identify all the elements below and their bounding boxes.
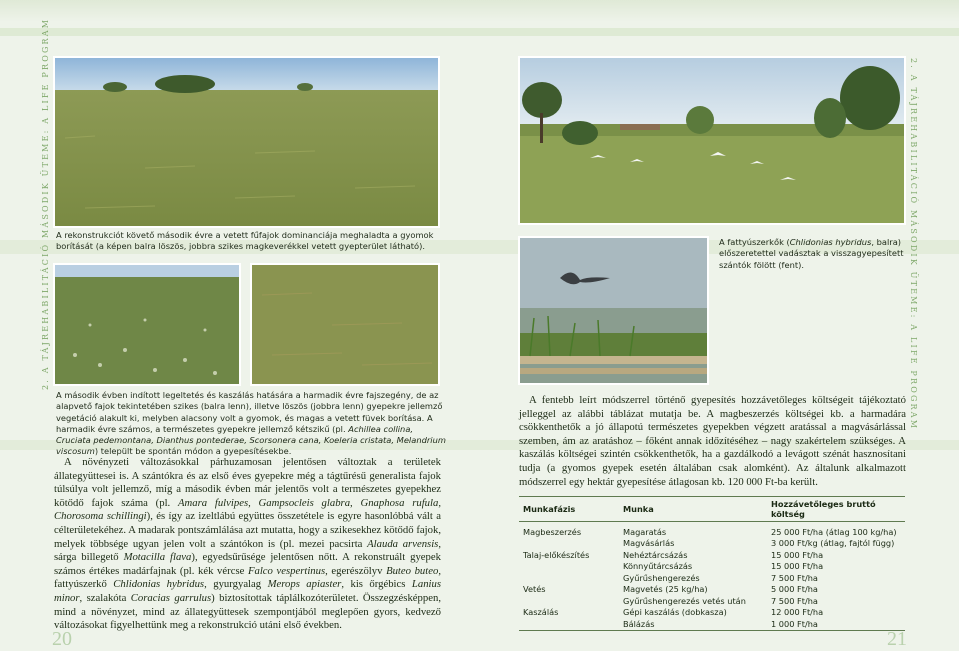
caption-grassland: A rekonstrukciót követő második évre a vetett fűfajok dominanciája meghaladta a gyomok borítását (a képen balra löszös, jobbra szikes magkeverékkel vetett gyepterület látható). [56, 230, 434, 252]
tern-closeup-image [520, 238, 707, 383]
photo-terns-over-field [518, 56, 906, 225]
left-species-1: Amara fulvipes, Gampsocleis glabra, Gnaphosa rufula, Chorosoma schillingi [54, 496, 441, 523]
table-cell-work: Gyűrűshengerezés [623, 572, 700, 583]
table-header-work: Munka [619, 497, 767, 522]
table-row [519, 522, 905, 538]
table-cell-phase: Kaszálás [523, 607, 559, 618]
species-lanius: Lanius minor [54, 578, 442, 604]
photo-wide-grassland [53, 56, 440, 228]
table-cell-cost: 15 000 Ft/ha [771, 549, 824, 560]
cost-table [519, 497, 905, 631]
caption-vegetation [56, 390, 446, 458]
left-text-3: , sárga billegető [54, 537, 442, 564]
species-falco: Falco vespertinus [247, 564, 326, 577]
running-head-right: 2. A TÁJREHABILITÁCIÓ MÁSODIK ÜTEME: A LIFE PROGRAM [909, 58, 918, 431]
table-row [519, 595, 905, 607]
left-text-4: ), egyedsűrűsége jelentősen nőtt. A rekonstruált gyepek számos értékes madárfajnak (pl. kék vércse [54, 551, 441, 577]
table-row [519, 607, 905, 619]
table-cell-phase [519, 618, 619, 630]
table-header-row [519, 497, 905, 522]
left-text-7: , gyurgyalag [204, 578, 262, 591]
photo-saline-grassland [53, 263, 241, 386]
caption-terns-text-start: A fattyúszerkők ( [719, 237, 790, 247]
photo-tern-closeup [518, 236, 709, 385]
table-cell-phase: Magbeszerzés [523, 526, 582, 537]
caption-terns [719, 237, 905, 271]
left-text-9: , szalakóta [79, 591, 127, 604]
caption-vegetation-text-start: A második évben indított legeltetés és kaszálás hatására a harmadik évre fajszegény, de az alapvető fajok tekintetében szikes (balra lenn), illetve löszös (jobbra lenn) gyepekre jellemző vegetáció alakult ki, melyben alacsony volt a gyomok, és magas a vetett füvek borítása. A harmadik évre számos, a természetes gyepekre jellemző kétszikű (pl. [56, 390, 443, 434]
table-cell-phase: Vetés [523, 584, 546, 595]
species-coracias: Coracias garrulus [130, 591, 212, 604]
terns-field-image [520, 58, 904, 223]
table-cell-work: Magvetés (25 kg/ha) [623, 584, 708, 595]
table-cell-phase [519, 595, 619, 607]
page-number-left: 20 [52, 628, 72, 650]
right-body-paragraph: A fentebb leírt módszerrel történő gyepesítés hozzávetőleges költségeit tájékoztató jelleggel az alábbi táblázat mutatja be. A magbeszerzés költségei kb. a harmadára csökkenthetők a jó állapotú természetes gyepekben végzett aratással a magvásárlással szemben, ám az aratáshoz – főként annak időzítéséhez – nagy szakértelem szükséges. A kaszálás költségei szintén csökkenthetők, ha a gazdálkodó a levágott szénát hasznosítani tudja (a gyomos gyepek esetén általában csak alomként). Az általunk alkalmazott módszerrel egy hektár gyepesítése átlagosan kb. 120 000 Ft-ba került. [519, 394, 906, 488]
running-head-left: 2. A TÁJREHABILITÁCIÓ MÁSODIK ÜTEME: A LIFE PROGRAM [41, 17, 50, 390]
table-cell-phase: Talaj-előkészítés [523, 549, 590, 560]
left-text-2: ), és így az izeltlábú együttes összetétele is egyre hasonlóbbá vált a célterületekéhez. A madarak pontszámlálása azt mutatta, hogy a szikesekhez kötődő fajok, melyek többsége ugyan jelen volt a szántókon is (pl. mezei pacsirta [54, 510, 441, 550]
table-cell-cost: 15 000 Ft/ha [771, 561, 824, 572]
table-cell-work: Gyűrűshengerezés vetés után [623, 595, 746, 606]
table-cell-phase [519, 538, 619, 550]
species-merops: Merops apiaster [267, 578, 342, 591]
table-row [519, 538, 905, 550]
table-header-phase: Munkafázis [519, 497, 619, 522]
table-cell-work: Magaratás [623, 526, 667, 537]
page-number-right: 21 [887, 628, 907, 650]
table-row [519, 561, 905, 573]
table-row [519, 549, 905, 561]
caption-vegetation-text-end: ) települt be spontán módon a gyepesítésekbe. [94, 446, 292, 457]
saline-photo-image [55, 265, 239, 384]
caption-vegetation-species: Achillea collina, Cruciata pedemontana, Dianthus pontederae, Scorsonera cana, Koeleria cristata, Melandrium viscosum [56, 423, 446, 457]
loess-photo-image [252, 265, 438, 384]
right-body-text [519, 394, 906, 489]
table-cell-cost: 5 000 Ft/ha [771, 584, 818, 595]
grassland-photo-image [55, 58, 438, 226]
table-body [519, 522, 905, 631]
table-cell-cost: 25 000 Ft/ha (átlag 100 kg/ha) [771, 526, 897, 537]
table-cell-cost: 7 500 Ft/ha [771, 595, 818, 606]
left-body-text [54, 456, 441, 633]
table-cell-work: Magvásárlás [623, 538, 675, 549]
table-cell-phase [519, 572, 619, 584]
table-cell-cost: 3 000 Ft/kg (átlag, fajtól függ) [771, 538, 895, 549]
table-row [519, 618, 905, 630]
table-cell-cost: 1 000 Ft/ha [767, 618, 905, 630]
table-cell-cost: 12 000 Ft/ha [771, 607, 824, 618]
table-cell-phase [519, 561, 619, 573]
table-row [519, 572, 905, 584]
left-text-8: , kis őrgébics [341, 578, 406, 591]
table-cell-work: Gépi kaszálás (dobkasza) [623, 607, 727, 618]
table-cell-cost: 7 500 Ft/ha [771, 572, 818, 583]
left-text-6: , fattyúszerkő [54, 564, 441, 591]
species-motacilla: Motacilla flava [123, 551, 192, 564]
table-row [519, 584, 905, 596]
table-cell-work: Nehéztárcsázás [623, 549, 688, 560]
left-text-10: ) biztosítottak táplálkozóterületet. Összegzésképpen, mind a növényzet, mind az állategyüttesek szempontjából meglepően gyors, kedvező változásokat figyelhettünk meg a rekonstrukció utáni első években. [54, 591, 441, 632]
photo-loess-grassland [250, 263, 440, 386]
caption-terns-text-end: , balra) előszeretettel vadásztak a visszagyepesített szántók fölött (fent). [719, 237, 904, 270]
left-text-5: , egerészölyv [325, 564, 383, 577]
species-alauda: Alauda arvensis [367, 537, 439, 550]
table-header-cost: Hozzávetőleges bruttó költség [767, 497, 905, 522]
caption-terns-species: Chlidonias hybridus [789, 237, 872, 247]
species-buteo: Buteo buteo [386, 564, 439, 577]
left-text-1: A növényzeti változásokkal párhuzamosan jelentősen változtak a területek állategyüttesei is. A szántókra és az első éves gyepekre még a tágtűrésű generalista fajok túlsúlya volt jellemző, míg a második évben már jelentős volt a természetes gyepekhez kötődő fajok száma (pl. [54, 456, 441, 509]
table-cell-work: Könnyűtárcsázás [623, 561, 693, 572]
species-chlidonias: Chlidonias hybridus [113, 578, 205, 591]
table-cell-work: Bálázás [619, 618, 767, 630]
